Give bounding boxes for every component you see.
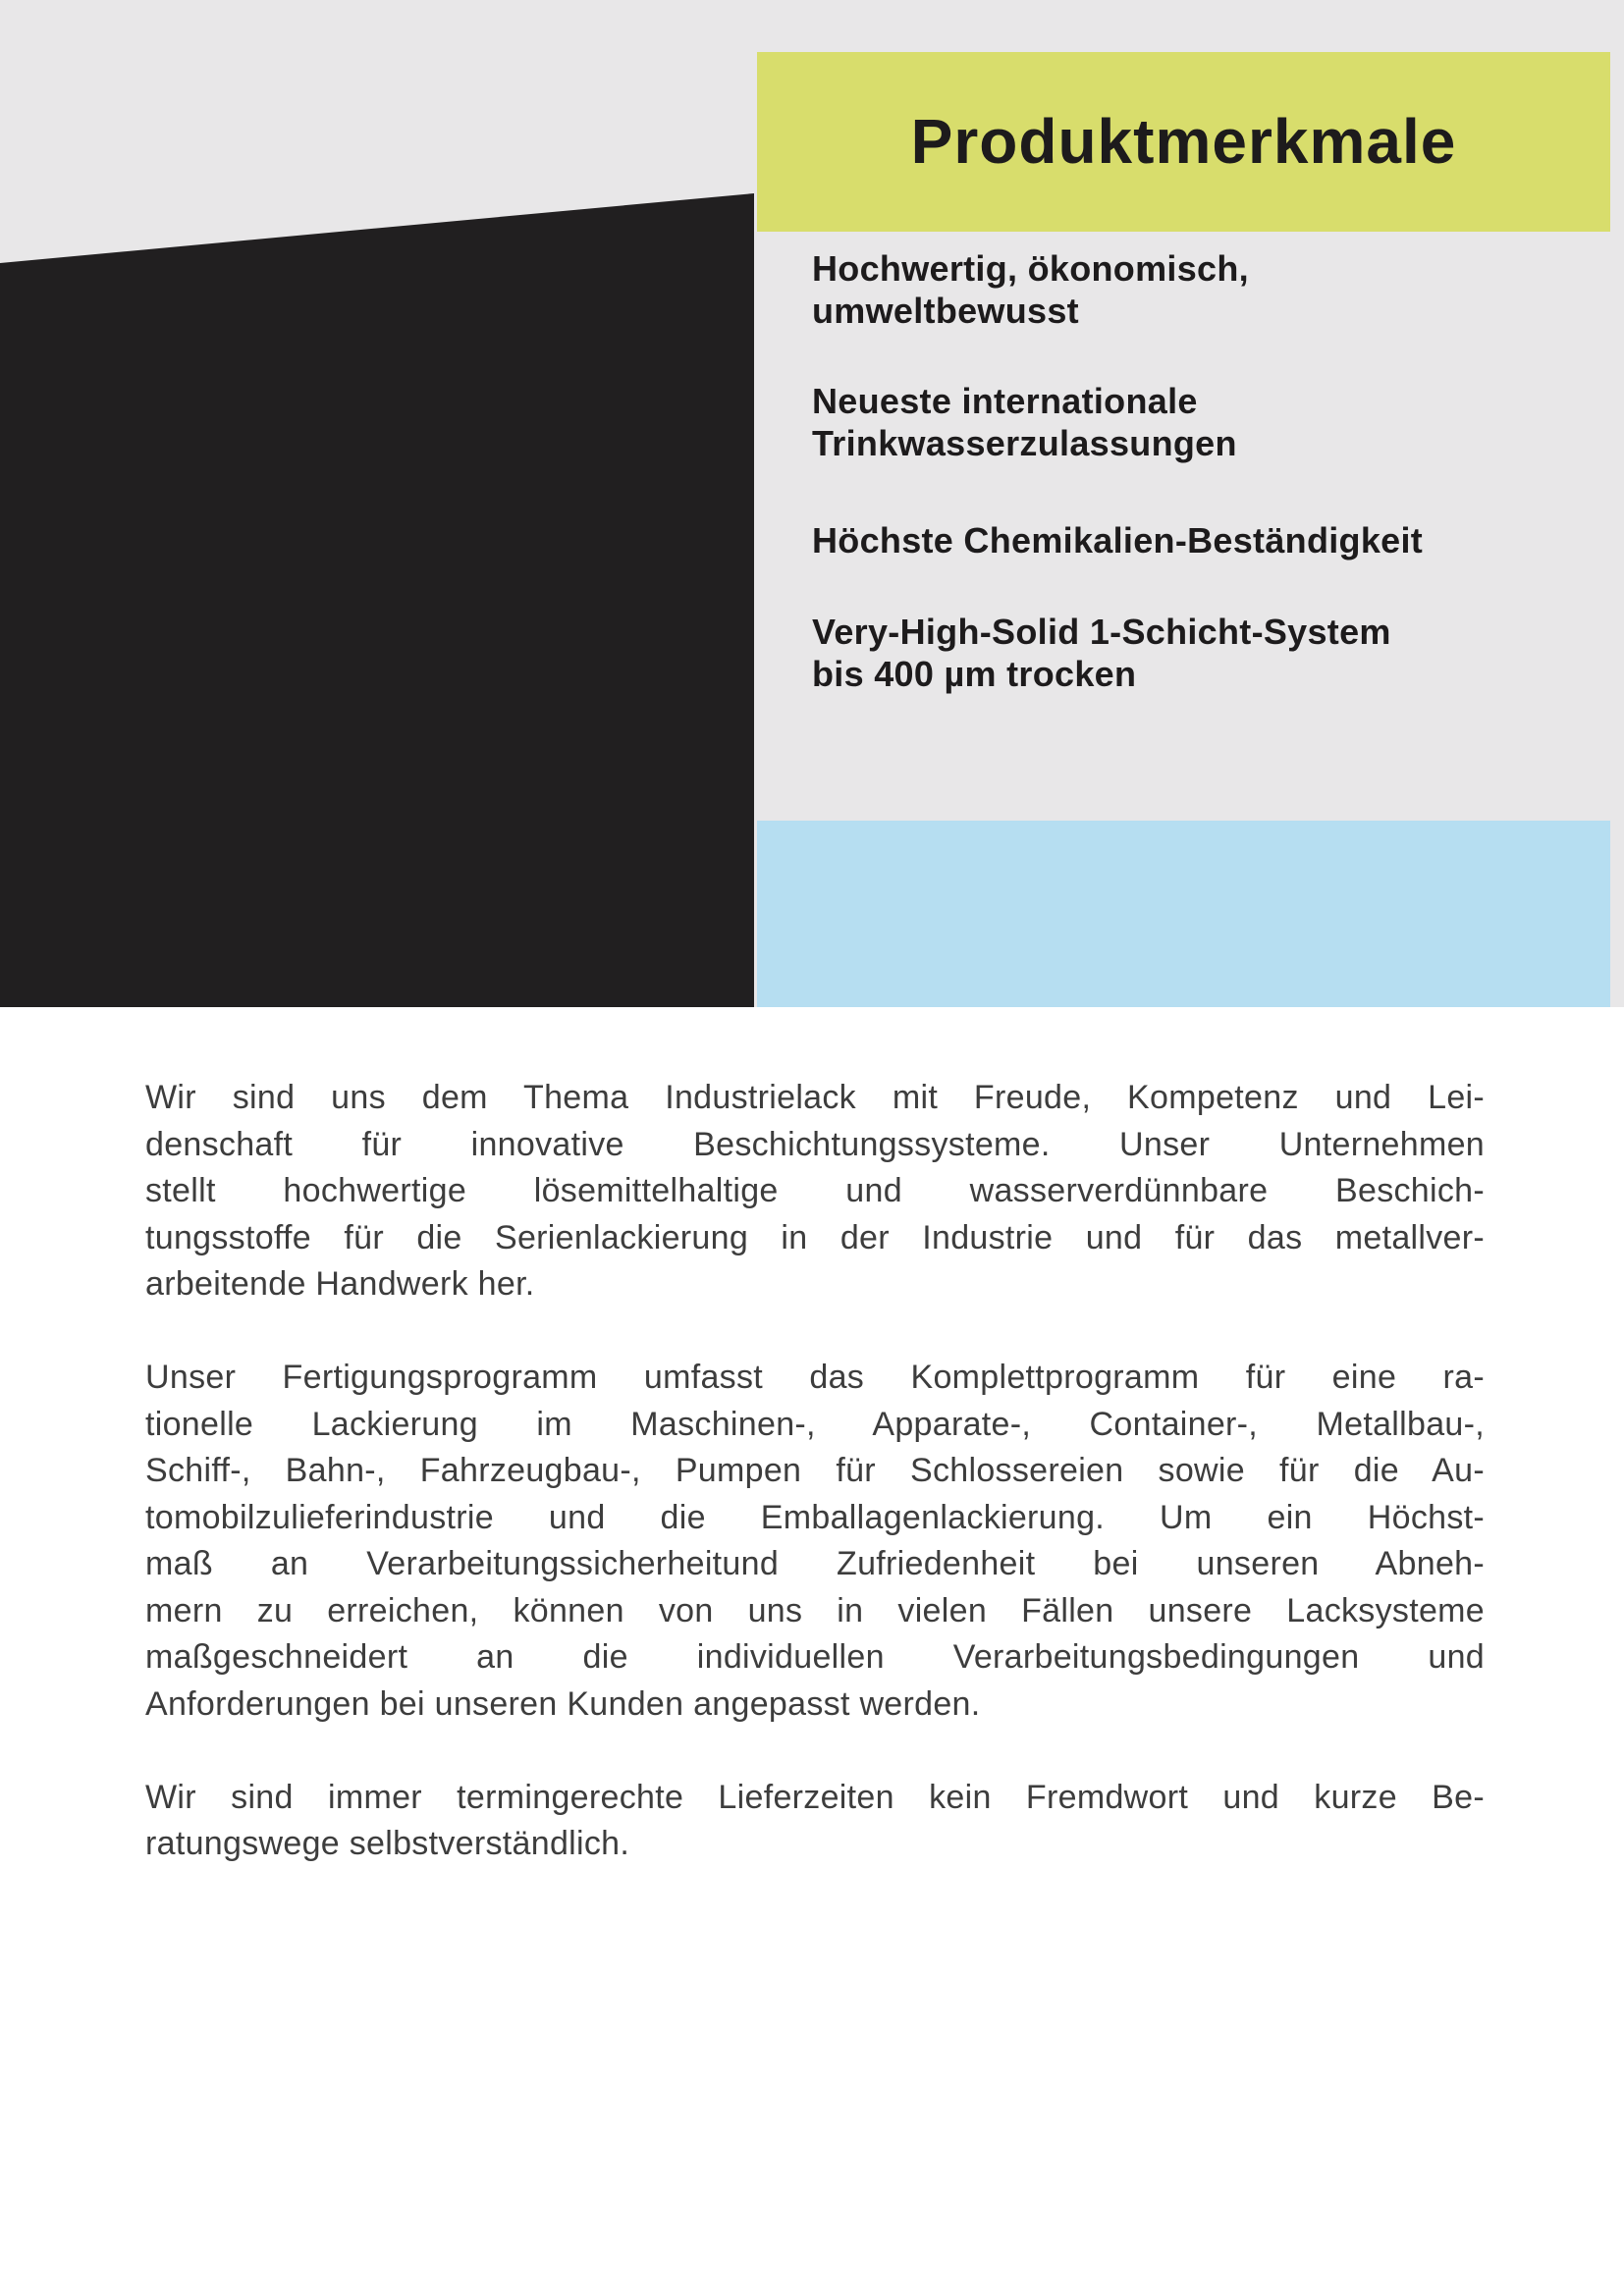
body-line: tomobilzulieferindustrie und die Emballagenlackierung. Um ein Höchst- [145,1498,1485,1536]
hero-section [0,0,1624,1007]
body-line: tionelle Lackierung im Maschinen-, Apparate-, Container-, Metallbau-, [145,1405,1485,1443]
body-line: maßgeschneidert an die individuellen Verarbeitungsbedingungen und [145,1638,1485,1676]
body-line: Wir sind immer termingerechte Lieferzeiten kein Fremdwort und kurze Be- [145,1778,1485,1816]
feature-item-1 [812,247,1591,332]
body-line: tungsstoffe für die Serienlackierung in der Industrie und für das metallver- [145,1218,1485,1256]
body-line: stellt hochwertige lösemittelhaltige und wasserverdünnbare Beschich- [145,1172,1485,1209]
feature-line: umweltbewusst [812,291,1079,331]
body-line: Anforderungen bei unseren Kunden angepasst werden. [145,1684,981,1723]
feature-line: Hochwertig, ökonomisch, [812,248,1249,289]
blue-accent-box [757,821,1610,1007]
feature-line: bis 400 µm trocken [812,654,1137,694]
feature-item-4 [812,611,1591,695]
body-line: Schiff-, Bahn-, Fahrzeugbau-, Pumpen für Schlossereien sowie für die Au- [145,1452,1485,1489]
paragraph [145,1355,1485,1728]
paragraph [145,1775,1485,1868]
body-line: Unser Fertigungsprogramm umfasst das Komplettprogramm für eine ra- [145,1359,1485,1396]
body-line: ratungswege selbstverständlich. [145,1825,630,1862]
feature-line: Neueste internationale [812,381,1198,421]
feature-item-2 [812,380,1591,464]
feature-item-3 [812,519,1591,561]
body-line: arbeitende Handwerk her. [145,1265,535,1303]
body-line: denschaft für innovative Beschichtungssysteme. Unser Unternehmen [145,1125,1485,1163]
title-banner [757,52,1610,232]
paragraph [145,1075,1485,1308]
body-line: maß an Verarbeitungssicherheitund Zufriedenheit bei unseren Abneh- [145,1545,1485,1582]
black-diagonal-shape [0,0,754,1007]
feature-line: Höchste Chemikalien-Beständigkeit [812,520,1424,561]
page-title: Produktmerkmale [910,106,1457,177]
body-copy [145,1075,1485,1914]
feature-line: Trinkwasserzulassungen [812,423,1237,463]
body-line: mern zu erreichen, können von uns in vielen Fällen unsere Lacksysteme [145,1591,1485,1629]
feature-line: Very-High-Solid 1-Schicht-System [812,612,1391,652]
feature-column [757,0,1610,1007]
body-line: Wir sind uns dem Thema Industrielack mit Freude, Kompetenz und Lei- [145,1079,1485,1116]
